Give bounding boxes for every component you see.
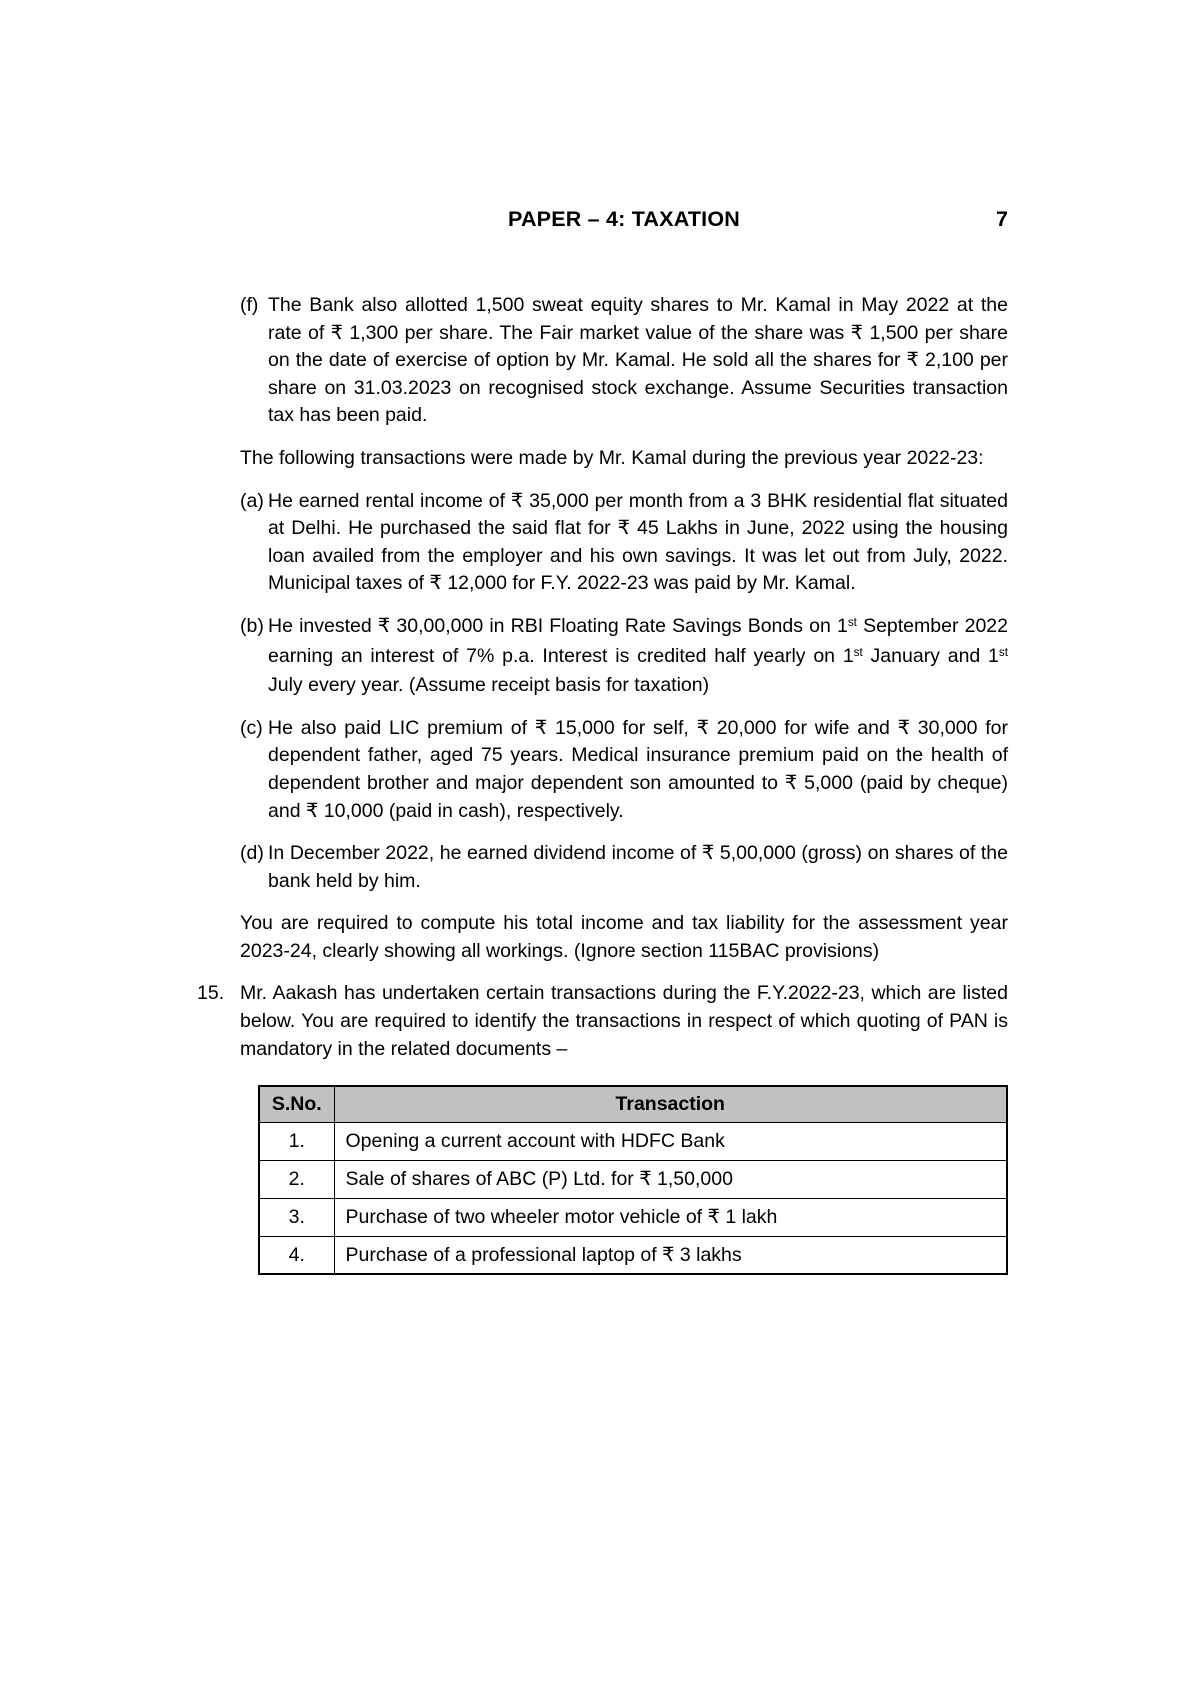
- table-row: [259, 1236, 1007, 1274]
- row-transaction: Sale of shares of ABC (P) Ltd. for ₹ 1,50,000: [334, 1160, 1007, 1198]
- table-row: [259, 1160, 1007, 1198]
- page-content: [197, 207, 1008, 1275]
- row-sno: 4.: [259, 1236, 334, 1274]
- row-transaction: Purchase of two wheeler motor vehicle of ₹ 1 lakh: [334, 1198, 1007, 1236]
- item-b-segment: January and 1: [862, 644, 999, 667]
- pan-transactions-table: [258, 1085, 1008, 1275]
- ordinal-superscript: st: [853, 645, 863, 659]
- item-b-label: (b): [240, 614, 264, 637]
- item-b-segment: He invested ₹ 30,00,000 in RBI Floating Rate Savings Bonds on 1: [268, 614, 848, 637]
- row-sno: 3.: [259, 1198, 334, 1236]
- question-15-text: Mr. Aakash has undertaken certain transactions during the F.Y.2022-23, which are listed below. You are required to identify the transactions in respect of which quoting of PAN is mandatory in the related documents –: [240, 982, 1008, 1060]
- row-transaction: Opening a current account with HDFC Bank: [334, 1122, 1007, 1160]
- requirement-paragraph: You are required to compute his total income and tax liability for the assessment year 2023-24, clearly showing all workings. (Ignore section 115BAC provisions): [240, 912, 1008, 962]
- row-sno: 2.: [259, 1160, 334, 1198]
- item-b-text: [268, 615, 1008, 696]
- table-header-row: [259, 1086, 1007, 1122]
- item-d: [240, 840, 1008, 895]
- item-b-segment: July every year. (Assume receipt basis for taxation): [268, 674, 710, 697]
- question-15-number: 15.: [197, 982, 225, 1005]
- ordinal-superscript: st: [847, 616, 857, 630]
- row-transaction: Purchase of a professional laptop of ₹ 3 lakhs: [334, 1236, 1007, 1274]
- item-f-text: The Bank also allotted 1,500 sweat equity shares to Mr. Kamal in May 2022 at the rate of ₹ 1,300 per share. The Fair market value of the share was ₹ 1,500 per share on the date of exercise of option by Mr. Kamal. He sold all the shares for ₹ 2,100 per share on 31.03.2023 on recognised stock exchange. Assume Securities transaction tax has been paid.: [268, 294, 1008, 427]
- item-a: [240, 488, 1008, 598]
- table-header-transaction: Transaction: [334, 1086, 1007, 1122]
- item-c-text: He also paid LIC premium of ₹ 15,000 for self, ₹ 20,000 for wife and ₹ 30,000 for dependent father, aged 75 years. Medical insurance premium paid on the health of dependent brother and major dependent son amounted to ₹ 5,000 (paid by cheque) and ₹ 10,000 (paid in cash), respectively.: [268, 716, 1008, 822]
- table-row: [259, 1198, 1007, 1236]
- page-title: PAPER – 4: TAXATION: [508, 207, 740, 231]
- table-row: [259, 1122, 1007, 1160]
- item-a-text: He earned rental income of ₹ 35,000 per month from a 3 BHK residential flat situated at Delhi. He purchased the said flat for ₹ 45 Lakhs in June, 2022 using the housing loan availed from the employer and his own savings. It was let out from July, 2022. Municipal taxes of ₹ 12,000 for F.Y. 2022-23 was paid by Mr. Kamal.: [268, 489, 1008, 595]
- item-b-segment: September 2022 earning an interest of 7% p.a. Interest is credited half yearly on 1: [268, 614, 1008, 667]
- item-d-text: In December 2022, he earned dividend income of ₹ 5,00,000 (gross) on shares of the bank held by him.: [268, 842, 1008, 892]
- item-a-label: (a): [240, 489, 264, 512]
- item-b: [240, 613, 1008, 700]
- item-c: [240, 715, 1008, 825]
- item-d-label: (d): [240, 842, 264, 865]
- question-15: [197, 980, 1008, 1063]
- page-number: 7: [996, 207, 1008, 231]
- item-f-label: (f): [240, 294, 259, 316]
- page-header: [240, 207, 1008, 235]
- ordinal-superscript: st: [998, 645, 1008, 659]
- transactions-intro: The following transactions were made by Mr. Kamal during the previous year 2022-23:: [240, 446, 984, 469]
- row-sno: 1.: [259, 1122, 334, 1160]
- item-c-label: (c): [240, 716, 263, 739]
- item-f: [240, 292, 1008, 430]
- table-header-sno: S.No.: [259, 1086, 334, 1122]
